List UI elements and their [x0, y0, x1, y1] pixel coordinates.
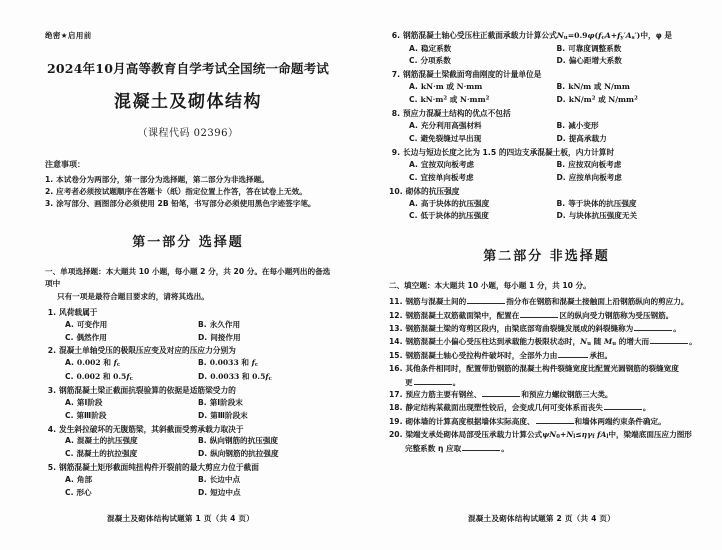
option-label: B.	[198, 358, 207, 368]
question-number: 18.	[389, 403, 403, 413]
option-text: 稳定系数	[420, 43, 452, 53]
option-list	[45, 474, 331, 500]
option-label: A.	[65, 475, 74, 485]
option-label: C.	[65, 371, 74, 381]
option-label: C.	[409, 56, 418, 66]
question-text: 钢筋混凝土梁截面弯曲刚度的计量单位是	[403, 70, 542, 80]
question-text-before: 梁端支承处砌体局部受压承载力计算公式	[405, 429, 543, 439]
option-label: D.	[198, 449, 208, 459]
option-list	[389, 120, 704, 146]
question-12	[389, 310, 704, 322]
option-label: D.	[556, 95, 566, 105]
notice-item	[45, 198, 331, 210]
option-b[interactable]	[198, 357, 331, 370]
answer-blank[interactable]	[520, 317, 558, 318]
part-two-heading: 第二部分 非选择题	[483, 249, 610, 265]
option-c[interactable]	[409, 133, 557, 146]
question-stem	[45, 307, 331, 319]
option-label: C.	[409, 172, 418, 182]
question-text	[405, 296, 704, 308]
answer-blank[interactable]	[482, 396, 520, 397]
option-text: 第Ⅰ阶段	[76, 397, 103, 407]
single-choice-instructions-line2: 只有一项是最符合题目要求的，请将其选出。	[57, 291, 209, 301]
question-number: 8.	[391, 109, 400, 119]
option-text: 角部	[76, 475, 93, 485]
question-text: 预应力混凝土结构的优点不包括	[403, 109, 511, 119]
option-list	[45, 435, 331, 461]
question-text	[405, 323, 704, 335]
question-number: 5.	[47, 463, 56, 473]
question-2	[45, 345, 331, 383]
course-code: （课程代码 02396）	[137, 128, 239, 139]
option-label: A.	[65, 397, 74, 407]
question-18	[389, 402, 704, 414]
question-text: 长边与短边长度之比为 1.5 的四边支承混凝土板，内力计算时	[403, 147, 615, 157]
question-text-after: 指分布在钢筋和混凝土接触面上沿钢筋纵向的剪应力。	[506, 297, 689, 307]
question-symbol-mu: $M_u$	[603, 337, 617, 348]
option-label: C.	[409, 95, 418, 105]
option-text: $kN\cdot m^2$ 或 $N\cdot mm^2$	[420, 95, 490, 105]
single-choice-instructions	[45, 266, 331, 302]
question-number: 9.	[391, 147, 400, 157]
question-11	[389, 296, 704, 308]
question-text: 钢筋混凝土矩形截面纯扭构件开裂前的最大剪应力位于截面	[59, 463, 259, 473]
question-text-after: 和墙体两端约束条件确定。	[574, 416, 666, 426]
question-8	[389, 108, 704, 146]
question-14	[389, 336, 704, 349]
option-c[interactable]	[409, 210, 557, 223]
option-d[interactable]	[557, 172, 705, 185]
question-15	[389, 350, 704, 362]
option-label: D.	[198, 488, 208, 498]
option-list	[45, 319, 331, 345]
option-label: B.	[198, 436, 207, 446]
option-c[interactable]	[65, 487, 198, 500]
option-c[interactable]	[409, 172, 557, 185]
option-text: 低于块体的抗压强度	[420, 211, 489, 221]
question-number: 3.	[47, 385, 56, 395]
question-text: 钢筋混凝土小偏心受压柱达到承载能力极限状态时，$N_u$ 随 $M_u$ 的增大而 。	[405, 337, 697, 348]
option-label: C.	[65, 449, 74, 459]
option-label: D.	[556, 56, 566, 66]
question-formula: $\psi N_0+N_l\le\eta\gamma_f$ $fA_l$	[542, 429, 609, 441]
question-stem	[389, 69, 704, 81]
question-text-after: 和预应力螺纹钢筋三大类。	[521, 390, 613, 399]
option-text: 间接作用	[210, 332, 241, 342]
question-text-after: 。	[673, 324, 681, 334]
option-text: 充分利用高强材料	[420, 121, 482, 131]
question-text-suffix: 中，φ 是	[640, 31, 673, 40]
answer-blank[interactable]	[414, 384, 452, 385]
option-label: C.	[409, 211, 418, 221]
notice-item-number: 3.	[45, 198, 54, 208]
option-label: C.	[65, 488, 74, 498]
option-a[interactable]	[409, 159, 557, 172]
option-b[interactable]	[557, 198, 705, 211]
answer-blank[interactable]	[650, 343, 688, 344]
option-text: 偏心距增大系数	[568, 56, 622, 66]
option-b[interactable]	[557, 43, 705, 56]
option-list	[389, 43, 704, 69]
notice-item-number: 2.	[45, 186, 54, 196]
question-number: 20.	[389, 429, 403, 439]
option-a[interactable]	[409, 120, 557, 133]
question-number: 15.	[389, 351, 403, 361]
question-text: 钢筋混凝土梁正截面抗裂验算的依据是适筋梁受力的	[59, 385, 236, 395]
question-number: 14.	[389, 337, 403, 347]
option-text: 应按双向板考虑	[568, 159, 622, 169]
question-6	[389, 30, 704, 68]
option-a[interactable]	[409, 81, 557, 94]
option-d[interactable]	[198, 371, 331, 384]
option-text: 高于块体的抗压强度	[420, 198, 490, 208]
option-label: C.	[409, 133, 418, 143]
question-number: 11.	[389, 297, 403, 307]
option-text: 0.002 和 $f_c$	[76, 358, 121, 369]
question-text: 混凝土单轴受压的极限压应变及对应的压应力分别为	[59, 346, 236, 356]
option-text: 减小变形	[568, 121, 599, 131]
question-20	[389, 429, 704, 442]
question-text: 发生斜拉破坏的无腹筋梁，其斜截面受剪承载力取决于	[59, 424, 244, 434]
option-label: B.	[198, 475, 207, 485]
question-number: 13.	[389, 324, 403, 334]
question-number: 16.	[389, 364, 403, 374]
question-symbol-nu: $N_u$	[580, 337, 591, 348]
question-text-before: 预应力筋主要有钢丝、	[405, 390, 482, 399]
option-label: B.	[198, 397, 207, 407]
question-text-after: 。	[642, 403, 651, 413]
notice-item	[45, 186, 331, 198]
question-20-continuation	[389, 443, 704, 455]
option-label: B.	[556, 43, 566, 53]
question-text-before: 钢筋混凝土轴心受拉构件破坏时，全部外力由	[405, 351, 558, 361]
option-text: 与块体抗压强度无关	[568, 211, 638, 221]
option-list	[45, 357, 331, 383]
option-c[interactable]	[65, 410, 198, 423]
option-label: B.	[198, 319, 207, 329]
option-a[interactable]	[65, 474, 198, 487]
option-label: D.	[556, 211, 566, 221]
question-10	[389, 186, 704, 224]
page-footer-right: 混凝土及砌体结构试题第 2 页（共 4 页）	[467, 514, 616, 523]
option-list	[389, 198, 704, 224]
option-text: 提高承载力	[568, 133, 607, 143]
question-9	[389, 147, 704, 185]
option-b[interactable]	[557, 81, 705, 94]
question-number: 17.	[389, 390, 403, 399]
question-text-after: 中，梁端底面压应力图形	[608, 429, 692, 439]
option-label: A.	[65, 319, 74, 329]
option-d[interactable]	[198, 410, 331, 423]
option-label: A.	[409, 198, 418, 208]
option-d[interactable]	[557, 55, 705, 68]
notice-heading: 注意事项：	[45, 160, 85, 169]
option-text: 避免裂缝过早出现	[420, 133, 482, 143]
option-label: D.	[198, 410, 208, 420]
question-number: 6.	[391, 31, 400, 40]
question-text	[405, 350, 704, 362]
question-text: 风荷载属于	[59, 307, 98, 317]
question-number: 4.	[47, 424, 56, 434]
option-text: 第Ⅲ阶段末	[210, 410, 248, 420]
question-number: 19.	[389, 416, 403, 426]
option-label: B.	[556, 159, 566, 169]
option-text: kN·m 或 N·mm	[420, 82, 483, 92]
option-d[interactable]	[557, 210, 705, 223]
option-list	[389, 81, 704, 107]
option-c[interactable]	[65, 332, 198, 345]
option-c[interactable]	[409, 55, 557, 68]
option-text: 第Ⅲ阶段	[76, 410, 107, 420]
question-stem	[45, 424, 331, 436]
question-text-after: 区的纵向受力钢筋称为受压钢筋。	[559, 310, 674, 320]
question-text	[405, 429, 704, 442]
option-label: D.	[198, 371, 208, 381]
question-text-before: 砌体墙的计算高度根据墙体实际高度、	[405, 416, 535, 426]
option-b[interactable]	[198, 435, 331, 448]
question-stem	[45, 385, 331, 397]
option-c[interactable]	[65, 448, 198, 461]
option-label: D.	[556, 172, 566, 182]
option-d[interactable]	[557, 133, 705, 146]
option-a[interactable]	[65, 319, 198, 332]
option-text: 可变作用	[76, 319, 108, 329]
option-label: A.	[409, 121, 418, 131]
option-label: D.	[198, 332, 208, 342]
option-label: A.	[65, 436, 74, 446]
option-text: 长边中点	[209, 475, 241, 485]
option-text: 可靠度调整系数	[568, 43, 622, 53]
option-label: A.	[409, 43, 418, 53]
question-number: 2.	[47, 346, 56, 356]
option-text: 宜按双向板考虑	[420, 159, 475, 169]
notice-item-number: 1.	[45, 175, 54, 184]
option-b[interactable]	[198, 397, 331, 410]
question-text: 其他条件相同时，配置带肋钢筋的混凝土构件裂缝宽度比配置光圆钢筋的裂缝宽度	[405, 364, 679, 374]
question-text-before: 完整系数 η 应取	[405, 443, 462, 453]
exam-title: 2024年10月高等教育自学考试全国统一命题考试	[47, 61, 329, 76]
question-number: 10.	[389, 186, 403, 196]
question-text-after: 承担。	[589, 351, 613, 361]
option-a[interactable]	[409, 198, 557, 211]
question-4	[45, 424, 331, 462]
answer-blank[interactable]	[604, 409, 642, 410]
option-b[interactable]	[557, 120, 705, 133]
option-text: 形心	[76, 488, 92, 498]
question-number: 1.	[47, 307, 56, 317]
question-17	[389, 389, 704, 401]
option-text: 混凝土的抗压强度	[76, 436, 138, 446]
option-a[interactable]	[65, 357, 198, 370]
option-label: D.	[556, 133, 566, 143]
option-b[interactable]	[557, 159, 705, 172]
option-label: C.	[65, 410, 74, 420]
answer-blank[interactable]	[558, 357, 588, 358]
notice-item-text: 本试卷分为两部分，第一部分为选择题，第二部分为非选择题。	[56, 175, 269, 184]
question-5	[45, 462, 331, 500]
option-text: 偶然作用	[76, 332, 107, 342]
question-text: 砌体的抗压强度	[405, 186, 460, 196]
subject-title: 混凝土及砌体结构	[114, 92, 262, 112]
notice-item	[45, 174, 331, 186]
page-footer-left: 混凝土及砌体结构试题第 1 页（共 4 页）	[106, 514, 255, 523]
notice-item-text: 应考者必须按试题顺序在答题卡（纸）指定位置上作答，答在试卷上无效。	[56, 186, 307, 196]
question-formula: $N_u=0.9\varphi(f_cA+f_y'A_s')$	[556, 31, 641, 42]
question-text-before: 更	[405, 377, 413, 387]
option-d[interactable]	[198, 487, 331, 500]
question-stem	[389, 30, 704, 43]
answer-blank[interactable]	[462, 450, 500, 451]
secret-mark: 绝密★启用前	[45, 31, 92, 40]
option-text: 纵向钢筋的抗拉强度	[210, 449, 279, 459]
question-number: 12.	[389, 310, 403, 320]
question-text-before: 静定结构某截面出现塑性铰后，会变成几何可变体系而丧失	[405, 403, 603, 413]
option-d[interactable]	[557, 94, 705, 107]
question-text	[405, 402, 704, 414]
answer-blank[interactable]	[467, 303, 505, 304]
option-label: B.	[556, 82, 566, 92]
question-text-before: 钢筋混凝土梁的弯剪区段内，由梁底部弯曲裂缝发展成的斜裂缝称为	[405, 324, 634, 334]
option-text: 应按单向板考虑	[568, 172, 622, 182]
option-text: $kN/m^2$ 或 $N/mm^2$	[568, 95, 638, 105]
option-c[interactable]	[65, 371, 198, 384]
question-stem	[389, 186, 704, 198]
option-text: 短边中点	[210, 488, 241, 498]
option-text: 宜按单向板考虑	[420, 172, 474, 182]
option-a[interactable]	[65, 397, 198, 410]
question-text-after: 。	[452, 377, 461, 387]
option-text: 0.0033 和 $0.5f_c$	[210, 371, 272, 382]
option-text: kN/m 或 N/mm	[568, 82, 630, 92]
option-label: A.	[409, 82, 418, 92]
option-text: 纵向钢筋的抗压强度	[209, 436, 279, 446]
option-label: C.	[65, 332, 74, 342]
option-a[interactable]	[65, 435, 198, 448]
question-text	[403, 30, 704, 43]
notice-item-text: 涂写部分、画图部分必须使用 2B 铅笔，书写部分必须使用黑色字迹签字笔。	[56, 198, 316, 208]
question-7	[389, 69, 704, 107]
option-text: 第Ⅰ阶段末	[209, 397, 243, 407]
question-text	[405, 389, 704, 401]
question-stem	[389, 147, 704, 159]
option-text: 等于块体的抗压强度	[568, 198, 637, 208]
single-choice-instructions-line1: 一、单项选择题：本大题共 10 小题，每小题 2 分，共 20 分。在每小题列出的备选项中	[45, 267, 331, 289]
fill-blank-instructions: 二、填空题：本大题共 10 小题，每小题 1 分，共 10 分。	[389, 281, 591, 291]
question-text-after: 。	[501, 443, 509, 453]
question-16	[389, 363, 704, 375]
option-text: 0.0033 和 $f_c$	[209, 358, 259, 369]
option-a[interactable]	[409, 43, 557, 56]
option-d[interactable]	[198, 332, 331, 345]
question-3	[45, 385, 331, 423]
option-list	[389, 159, 704, 185]
question-1	[45, 307, 331, 345]
question-13	[389, 323, 704, 335]
question-text-before: 钢筋与混凝土间的	[405, 297, 467, 307]
option-text: 分项系数	[420, 56, 451, 66]
answer-blank[interactable]	[634, 330, 672, 331]
option-text: 永久作用	[209, 319, 241, 329]
question-stem	[45, 345, 331, 357]
option-label: B.	[556, 198, 566, 208]
question-text	[405, 310, 704, 322]
question-stem	[389, 108, 704, 120]
question-text-prefix: 钢筋混凝土轴心受压柱正截面承载力计算公式	[403, 31, 557, 40]
option-b[interactable]	[198, 319, 331, 332]
page-column-right	[361, 0, 722, 550]
question-16-continuation	[389, 377, 704, 389]
question-19	[389, 416, 704, 428]
option-label: A.	[65, 358, 74, 368]
option-list	[45, 397, 331, 423]
question-text-before: 钢筋混凝土双筋截面梁中，配置在	[405, 310, 520, 320]
option-text: 0.002 和 $0.5f_c$	[76, 371, 133, 382]
question-number: 7.	[391, 70, 400, 80]
question-text	[405, 416, 704, 428]
option-label: A.	[409, 159, 418, 169]
option-d[interactable]	[198, 448, 331, 461]
question-stem	[45, 462, 331, 474]
part-one-heading: 第一部分 选择题	[132, 235, 244, 251]
option-label: B.	[556, 121, 566, 131]
option-b[interactable]	[198, 474, 331, 487]
answer-blank[interactable]	[536, 423, 574, 424]
option-c[interactable]	[409, 94, 557, 107]
option-text: 混凝土的抗拉强度	[76, 449, 138, 459]
